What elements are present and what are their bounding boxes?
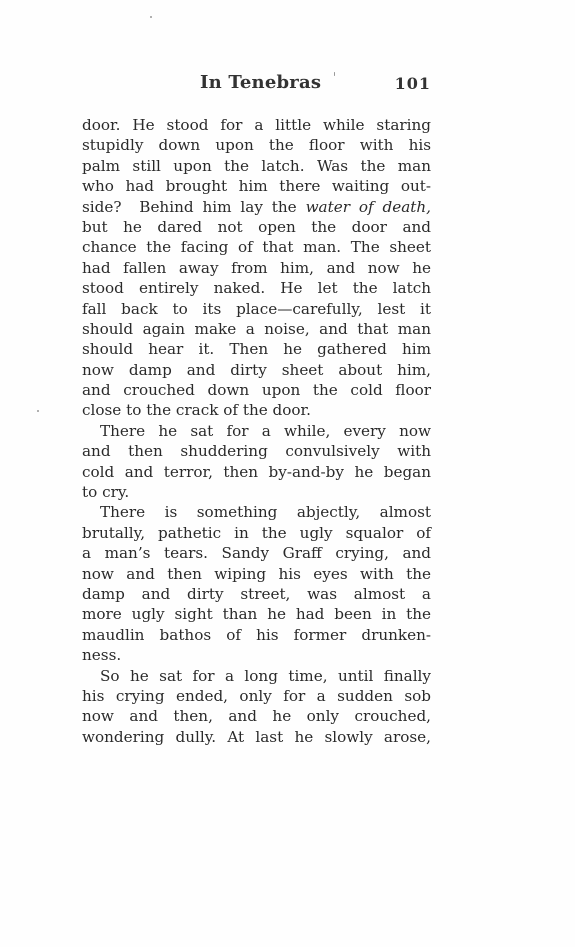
paragraph-4 [82, 666, 431, 748]
text-line: So he sat for a long time, until finally [100, 666, 431, 685]
text-line: maudlin bathos of his former drunken- [82, 625, 431, 644]
text-segment: side? Behind him lay the [82, 197, 306, 216]
paragraph-2 [82, 421, 431, 503]
text-line: should again make a noise, and that man [82, 319, 431, 338]
text-line: and then shuddering convulsively with [82, 442, 431, 461]
scan-speck [150, 16, 152, 18]
text-line: chance the facing of that man. The sheet [82, 238, 431, 257]
text-line: a man’s tears. Sandy Graff crying, and [82, 544, 431, 563]
text-line: should hear it. Then he gathered him [82, 340, 431, 359]
text-line: stupidly down upon the floor with his [82, 136, 431, 155]
text-line: palm still upon the latch. Was the man [82, 156, 431, 175]
text-line: more ugly sight than he had been in the [82, 605, 431, 624]
text-line: door. He stood for a little while staring [82, 116, 431, 134]
text-line: fall back to its place—carefully, lest it [82, 299, 431, 318]
text-line: cold and terror, then by-and-by he began [82, 462, 431, 481]
running-title: In Tenebras [200, 72, 322, 93]
page-number: 101 [394, 74, 431, 93]
text-line: to cry. [82, 483, 130, 502]
text-line: close to the crack of the door. [82, 401, 311, 420]
text-line: There he sat for a while, every now [100, 421, 431, 440]
italic-phrase: water of death, [305, 197, 431, 216]
body-text [82, 115, 431, 747]
scan-speck [37, 410, 39, 412]
text-line: his crying ended, only for a sudden sob [82, 686, 431, 705]
text-line: had fallen away from him, and now he [82, 258, 431, 277]
scan-speck [334, 72, 335, 76]
text-line: ness. [82, 646, 122, 665]
text-line: and crouched down upon the cold floor [82, 381, 431, 400]
text-line-with-italic [82, 197, 431, 217]
text-line: stood entirely naked. He let the latch [82, 279, 431, 298]
text-line: who had brought him there waiting out- [82, 177, 431, 196]
text-line: now damp and dirty sheet about him, [82, 360, 431, 379]
running-head [82, 72, 431, 98]
text-line: brutally, pathetic in the ugly squalor of [82, 523, 431, 542]
text-line: now and then, and he only crouched, [82, 707, 431, 726]
paragraph-3 [82, 502, 431, 665]
text-line: damp and dirty street, was almost a [82, 584, 431, 603]
text-line: wondering dully. At last he slowly arose, [82, 727, 431, 746]
text-line: but he dared not open the door and [82, 217, 431, 236]
paragraph-1 [82, 115, 431, 421]
text-line: now and then wiping his eyes with the [82, 564, 431, 583]
text-line: There is something abjectly, almost [100, 503, 431, 522]
